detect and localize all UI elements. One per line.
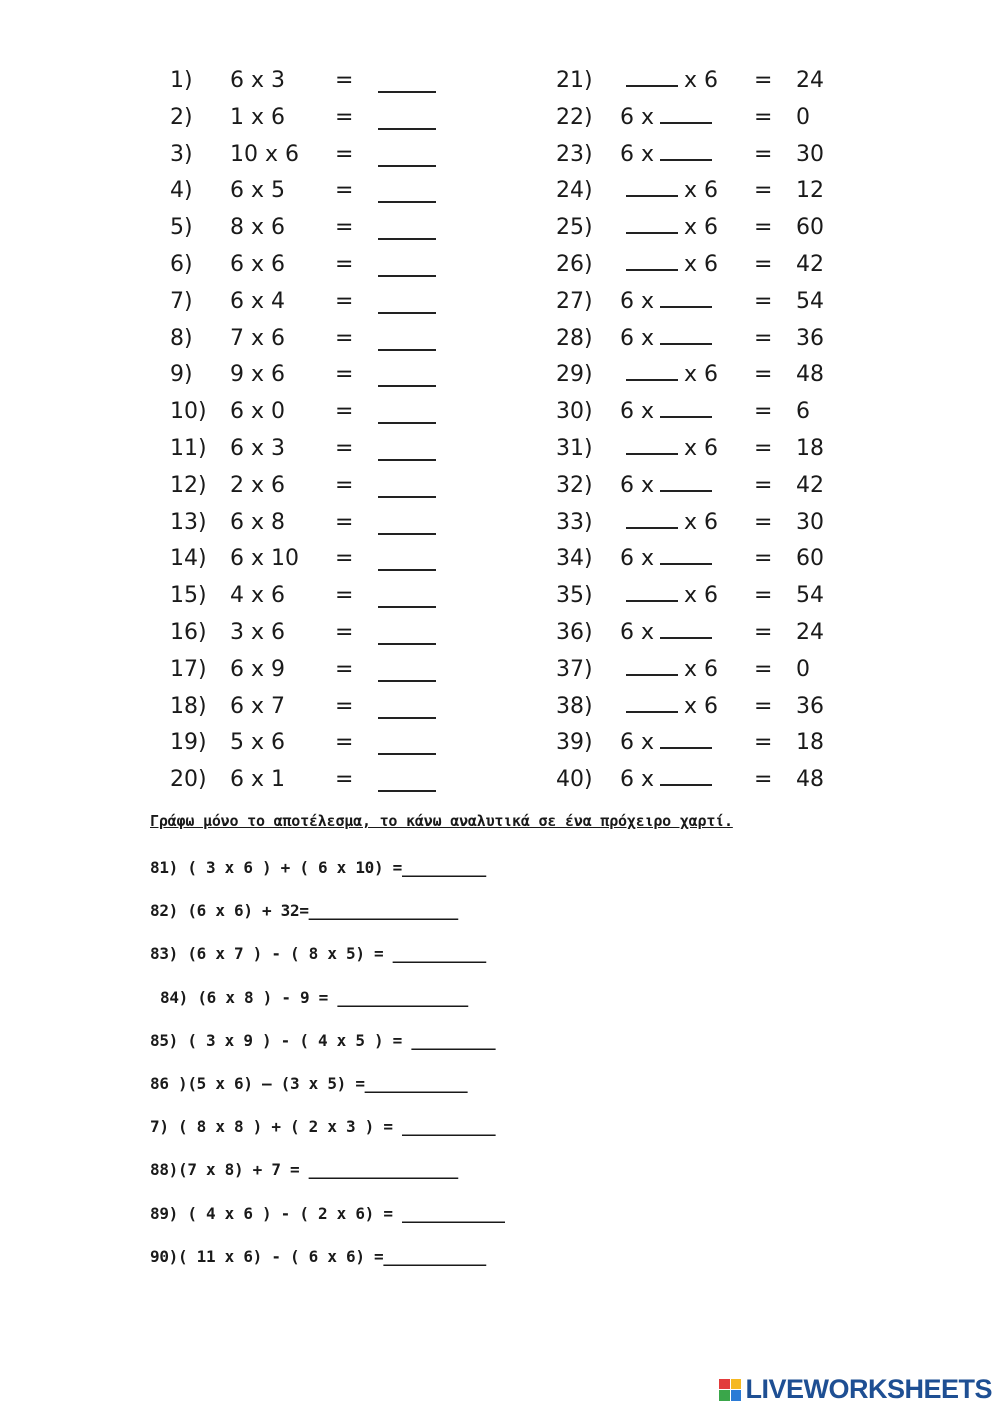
compound-task[interactable]: 84) (6 x 8 ) - 9 = ______________ <box>160 987 468 1007</box>
exercise-number: 2) <box>170 104 193 130</box>
equals-sign: = <box>754 325 773 351</box>
logo-mark-icon <box>719 1379 741 1401</box>
exercise-expression: 8 x 6 <box>230 215 285 241</box>
exercise-expression <box>620 63 720 100</box>
expression-prefix: 6 x <box>620 325 655 351</box>
exercise-number: 39) <box>556 730 593 756</box>
answer-blank[interactable] <box>378 73 436 93</box>
given-result: 6 <box>796 399 810 425</box>
exercise-number: 29) <box>556 362 593 388</box>
exercise-number: 6) <box>170 251 193 277</box>
equals-sign: = <box>754 399 773 425</box>
answer-blank[interactable] <box>378 588 436 608</box>
exercise-number: 34) <box>556 546 593 572</box>
exercise-number: 27) <box>556 288 593 314</box>
equals-sign: = <box>754 251 773 277</box>
equals-sign: = <box>335 362 354 388</box>
compound-task[interactable]: 86 )(5 x 6) – (3 x 5) =___________ <box>150 1073 468 1093</box>
given-result: 60 <box>796 546 824 572</box>
given-result: 24 <box>796 68 824 93</box>
exercise-number: 7) <box>170 288 193 314</box>
compound-task[interactable]: 81) ( 3 x 6 ) + ( 6 x 10) =_________ <box>150 858 486 877</box>
missing-factor-blank[interactable] <box>626 214 678 234</box>
exercise-expression <box>620 137 720 174</box>
given-result: 60 <box>796 215 824 241</box>
equals-sign: = <box>335 141 354 167</box>
exercise-expression: 9 x 6 <box>230 362 285 388</box>
answer-blank[interactable] <box>378 662 436 682</box>
answer-blank[interactable] <box>378 257 436 277</box>
equals-sign: = <box>335 730 354 756</box>
exercise-expression <box>620 284 720 321</box>
exercise-expression <box>620 173 720 210</box>
answer-blank[interactable] <box>378 367 436 387</box>
exercise-number: 16) <box>170 619 207 645</box>
equals-sign: = <box>335 693 354 719</box>
exercise-expression <box>620 689 720 726</box>
expression-prefix: 6 x <box>620 472 655 498</box>
expression-prefix: 6 x <box>620 546 655 572</box>
expression-prefix: 6 x <box>620 619 655 645</box>
exercise-number: 1) <box>170 68 193 93</box>
expression-prefix: 6 x <box>620 141 655 167</box>
exercise-expression: 4 x 6 <box>230 583 285 609</box>
expression-suffix: x 6 <box>684 435 719 461</box>
exercise-number: 13) <box>170 509 207 535</box>
logo-tile-red <box>719 1379 730 1390</box>
equals-sign: = <box>754 509 773 535</box>
given-result: 48 <box>796 767 824 793</box>
given-result: 48 <box>796 362 824 388</box>
missing-factor-blank[interactable] <box>626 582 678 602</box>
equals-sign: = <box>754 215 773 241</box>
exercise-number: 19) <box>170 730 207 756</box>
equals-sign: = <box>754 693 773 719</box>
exercise-expression: 6 x 9 <box>230 656 285 682</box>
given-result: 12 <box>796 178 824 204</box>
equals-sign: = <box>335 215 354 241</box>
given-result: 30 <box>796 141 824 167</box>
exercise-expression <box>620 762 720 799</box>
expression-suffix: x 6 <box>684 215 719 241</box>
compound-task[interactable]: 89) ( 4 x 6 ) - ( 2 x 6) = ___________ <box>150 1203 505 1223</box>
equals-sign: = <box>754 472 773 498</box>
equals-sign: = <box>754 141 773 167</box>
exercise-number: 21) <box>556 68 593 93</box>
equals-sign: = <box>335 178 354 204</box>
exercise-expression: 6 x 8 <box>230 509 285 535</box>
expression-prefix: 6 x <box>620 104 655 130</box>
exercise-number: 31) <box>556 435 593 461</box>
answer-blank[interactable] <box>378 110 436 130</box>
exercise-number: 17) <box>170 656 207 682</box>
exercise-number: 24) <box>556 178 593 204</box>
exercise-expression: 6 x 3 <box>230 435 285 461</box>
answer-blank[interactable] <box>378 441 436 461</box>
expression-suffix: x 6 <box>684 251 719 277</box>
equals-sign: = <box>754 619 773 645</box>
equals-sign: = <box>754 730 773 756</box>
exercise-expression: 6 x 10 <box>230 546 299 572</box>
exercise-number: 35) <box>556 583 593 609</box>
given-result: 42 <box>796 472 824 498</box>
equals-sign: = <box>335 399 354 425</box>
exercise-number: 8) <box>170 325 193 351</box>
equals-sign: = <box>754 546 773 572</box>
equals-sign: = <box>754 767 773 793</box>
exercise-expression <box>620 394 720 431</box>
exercise-expression <box>620 652 720 689</box>
exercise-number: 30) <box>556 399 593 425</box>
answer-blank[interactable] <box>378 147 436 167</box>
missing-factor-blank[interactable] <box>660 729 712 749</box>
equals-sign: = <box>335 583 354 609</box>
exercise-number: 37) <box>556 656 593 682</box>
expression-prefix: 6 x <box>620 288 655 314</box>
liveworksheets-logo <box>719 1374 992 1405</box>
missing-factor-blank[interactable] <box>660 619 712 639</box>
exercise-expression: 6 x 6 <box>230 251 285 277</box>
expression-suffix: x 6 <box>684 583 719 609</box>
equals-sign: = <box>335 767 354 793</box>
exercise-number: 38) <box>556 693 593 719</box>
equals-sign: = <box>754 435 773 461</box>
given-result: 0 <box>796 656 810 682</box>
given-result: 0 <box>796 104 810 130</box>
compound-task[interactable]: 7) ( 8 x 8 ) + ( 2 x 3 ) = __________ <box>150 1117 496 1137</box>
answer-blank[interactable] <box>378 772 436 792</box>
expression-suffix: x 6 <box>684 509 719 535</box>
exercise-expression <box>620 725 720 762</box>
missing-factor-blank[interactable] <box>626 509 678 529</box>
exercise-expression: 5 x 6 <box>230 730 285 756</box>
exercise-expression <box>620 247 720 284</box>
answer-blank[interactable] <box>378 331 436 351</box>
exercise-expression <box>620 210 720 247</box>
exercise-expression <box>620 357 720 394</box>
logo-text: LIVEWORKSHEETS <box>745 1374 992 1404</box>
instruction-text: Γράφω μόνο το αποτέλεσμα, το κάνω αναλυτικά σε ένα πρόχειρο χαρτί. <box>150 812 733 830</box>
exercise-expression: 6 x 7 <box>230 693 285 719</box>
logo-tile-blue <box>731 1390 742 1401</box>
exercise-expression <box>620 505 720 542</box>
answer-blank[interactable] <box>378 220 436 240</box>
given-result: 36 <box>796 693 824 719</box>
equals-sign: = <box>754 178 773 204</box>
answer-blank[interactable] <box>378 515 436 535</box>
exercise-number: 28) <box>556 325 593 351</box>
expression-suffix: x 6 <box>684 362 719 388</box>
exercise-expression: 7 x 6 <box>230 325 285 351</box>
answer-blank[interactable] <box>378 699 436 719</box>
expression-prefix: 6 x <box>620 730 655 756</box>
exercise-expression: 3 x 6 <box>230 619 285 645</box>
equals-sign: = <box>335 104 354 130</box>
missing-factor-blank[interactable] <box>626 656 678 676</box>
given-result: 24 <box>796 619 824 645</box>
equals-sign: = <box>754 68 773 93</box>
exercise-expression: 2 x 6 <box>230 472 285 498</box>
expression-suffix: x 6 <box>684 693 719 719</box>
expression-suffix: x 6 <box>684 178 719 204</box>
compound-task[interactable]: 82) (6 x 6) + 32=________________ <box>150 901 458 921</box>
equals-sign: = <box>754 583 773 609</box>
missing-factor-blank[interactable] <box>660 766 712 786</box>
exercise-expression <box>620 541 720 578</box>
exercise-expression <box>620 321 720 358</box>
exercise-expression <box>620 468 720 505</box>
missing-factor-blank[interactable] <box>660 141 712 161</box>
exercise-number: 22) <box>556 104 593 130</box>
missing-factor-blank[interactable] <box>660 288 712 308</box>
missing-factor-blank[interactable] <box>626 435 678 455</box>
exercise-expression <box>620 100 720 137</box>
answer-blank[interactable] <box>378 625 436 645</box>
logo-tile-green <box>719 1390 730 1401</box>
exercise-number: 26) <box>556 251 593 277</box>
given-result: 30 <box>796 509 824 535</box>
exercise-number: 3) <box>170 141 193 167</box>
missing-factor-blank[interactable] <box>660 398 712 418</box>
equals-sign: = <box>335 509 354 535</box>
exercise-number: 14) <box>170 546 207 572</box>
equals-sign: = <box>335 325 354 351</box>
exercise-expression: 10 x 6 <box>230 141 299 167</box>
exercise-expression: 6 x 1 <box>230 767 285 793</box>
equals-sign: = <box>335 656 354 682</box>
exercise-expression <box>620 431 720 468</box>
answer-blank[interactable] <box>378 404 436 424</box>
exercise-number: 9) <box>170 362 193 388</box>
exercise-number: 15) <box>170 583 207 609</box>
given-result: 18 <box>796 730 824 756</box>
compound-task[interactable]: 88)(7 x 8) + 7 = ________________ <box>150 1160 458 1180</box>
given-result: 54 <box>796 288 824 314</box>
answer-blank[interactable] <box>378 294 436 314</box>
exercise-number: 18) <box>170 693 207 719</box>
exercise-expression: 6 x 4 <box>230 288 285 314</box>
equals-sign: = <box>754 104 773 130</box>
exercise-number: 11) <box>170 435 207 461</box>
missing-factor-blank[interactable] <box>626 361 678 381</box>
missing-factor-blank[interactable] <box>626 251 678 271</box>
missing-factor-blank[interactable] <box>660 545 712 565</box>
expression-suffix: x 6 <box>684 656 719 682</box>
exercise-expression <box>620 578 720 615</box>
equals-sign: = <box>754 362 773 388</box>
equals-sign: = <box>335 68 354 93</box>
exercise-number: 12) <box>170 472 207 498</box>
logo-tile-yellow <box>731 1379 742 1390</box>
exercise-number: 20) <box>170 767 207 793</box>
exercise-number: 40) <box>556 767 593 793</box>
compound-task[interactable]: 90)( 11 x 6) - ( 6 x 6) =___________ <box>150 1246 486 1266</box>
equals-sign: = <box>335 472 354 498</box>
answer-blank[interactable] <box>378 478 436 498</box>
exercise-expression <box>620 615 720 652</box>
equals-sign: = <box>754 656 773 682</box>
equals-sign: = <box>335 619 354 645</box>
given-result: 36 <box>796 325 824 351</box>
exercise-number: 4) <box>170 178 193 204</box>
exercise-number: 32) <box>556 472 593 498</box>
exercise-expression: 1 x 6 <box>230 104 285 130</box>
exercise-number: 36) <box>556 619 593 645</box>
missing-factor-blank[interactable] <box>660 472 712 492</box>
equals-sign: = <box>335 435 354 461</box>
exercise-number: 5) <box>170 215 193 241</box>
given-result: 42 <box>796 251 824 277</box>
equals-sign: = <box>754 288 773 314</box>
exercise-expression: 6 x 3 <box>230 68 285 93</box>
exercise-number: 23) <box>556 141 593 167</box>
exercise-expression: 6 x 0 <box>230 399 285 425</box>
equals-sign: = <box>335 288 354 314</box>
answer-blank[interactable] <box>378 735 436 755</box>
missing-factor-blank[interactable] <box>660 104 712 124</box>
equals-sign: = <box>335 251 354 277</box>
missing-factor-blank[interactable] <box>626 67 678 87</box>
answer-blank[interactable] <box>378 551 436 571</box>
missing-factor-blank[interactable] <box>626 177 678 197</box>
exercise-number: 10) <box>170 399 207 425</box>
compound-task[interactable]: 85) ( 3 x 9 ) - ( 4 x 5 ) = _________ <box>150 1030 496 1050</box>
exercise-number: 25) <box>556 215 593 241</box>
expression-prefix: 6 x <box>620 767 655 793</box>
compound-tasks-list <box>150 852 505 1284</box>
equals-sign: = <box>335 546 354 572</box>
expression-suffix: x 6 <box>684 68 719 93</box>
missing-factor-blank[interactable] <box>626 693 678 713</box>
given-result: 54 <box>796 583 824 609</box>
expression-prefix: 6 x <box>620 399 655 425</box>
exercise-expression: 6 x 5 <box>230 178 285 204</box>
exercise-number: 33) <box>556 509 593 535</box>
missing-factor-blank[interactable] <box>660 325 712 345</box>
given-result: 18 <box>796 435 824 461</box>
compound-task[interactable]: 83) (6 x 7 ) - ( 8 x 5) = __________ <box>150 944 486 964</box>
answer-blank[interactable] <box>378 183 436 203</box>
